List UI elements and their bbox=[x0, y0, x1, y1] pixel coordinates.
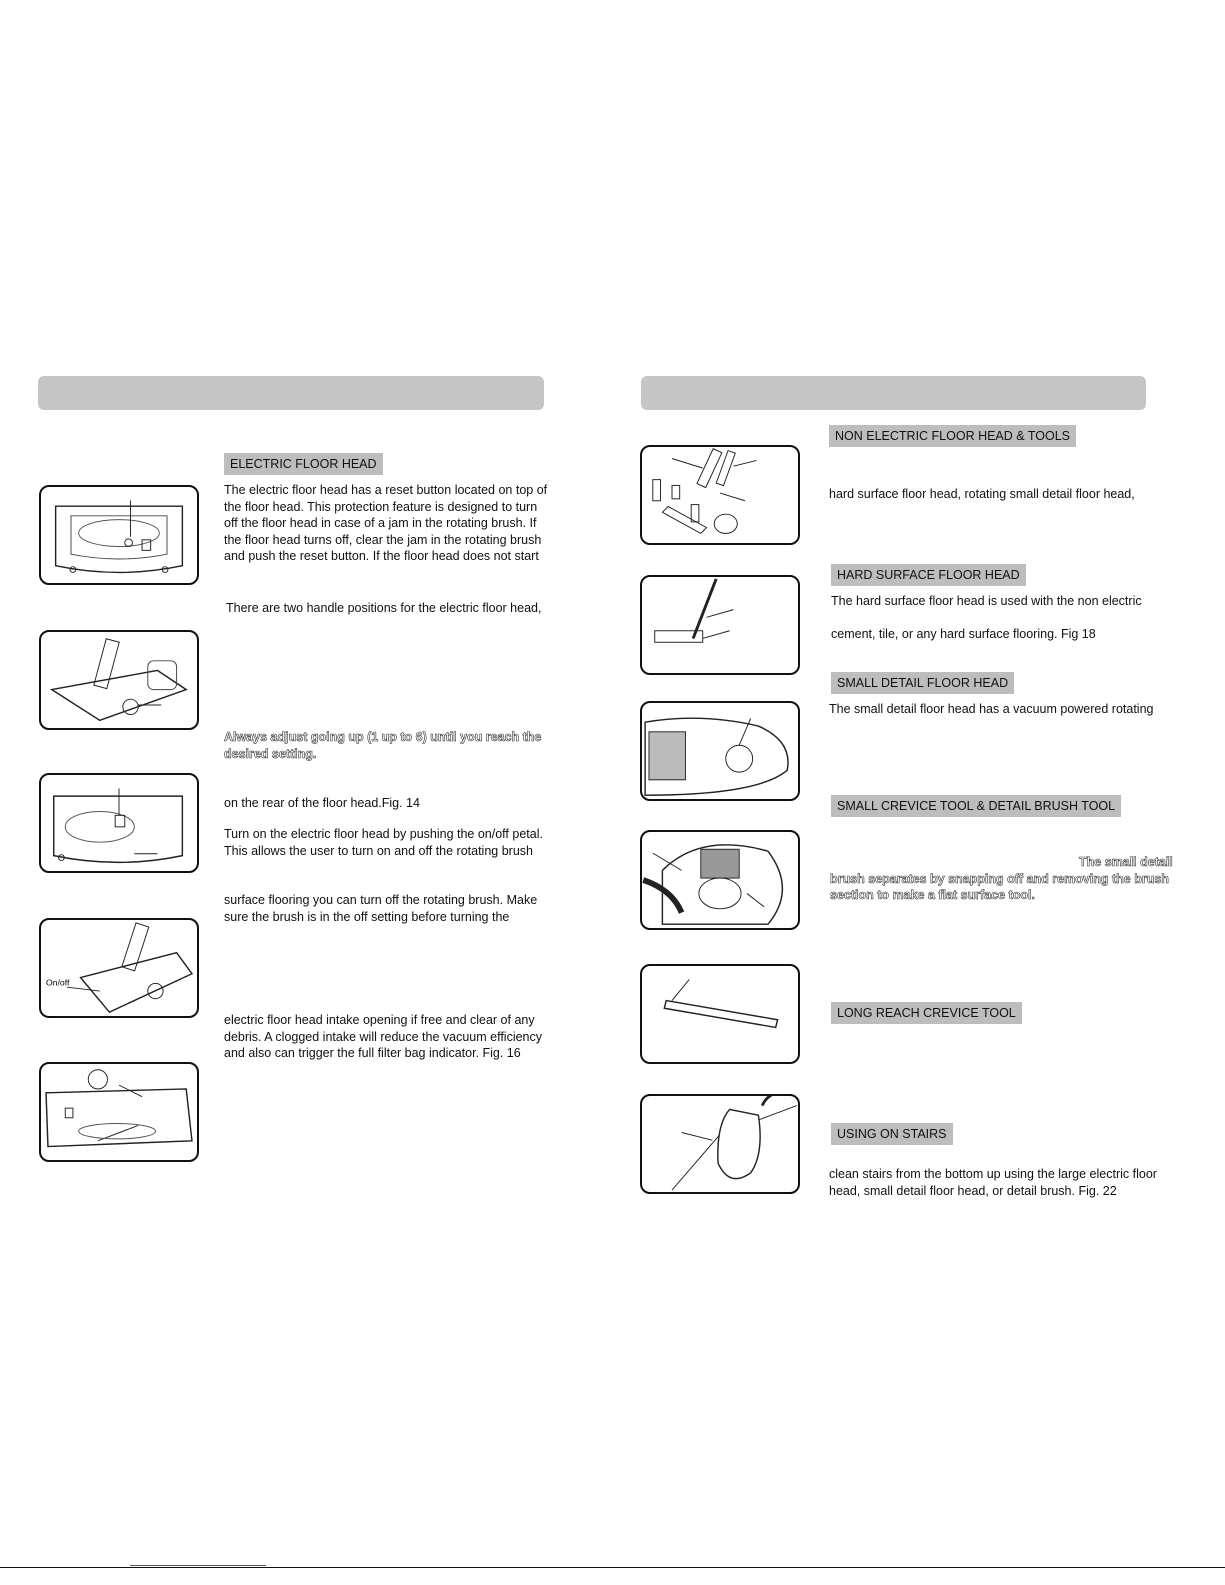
detail-brush-note bbox=[830, 854, 1173, 904]
crevice-detail-illustration bbox=[642, 832, 798, 928]
figure-long-reach bbox=[640, 964, 800, 1064]
figure-small-detail bbox=[640, 701, 800, 801]
small-detail-text: The small detail floor head has a vacuum powered rotating bbox=[829, 702, 1154, 716]
figure-hard-surface bbox=[640, 575, 800, 675]
floor-head-handle-illustration bbox=[41, 632, 197, 728]
text-line: desired setting. bbox=[224, 746, 317, 761]
figure-intake-opening bbox=[39, 1062, 199, 1162]
left-header-bar bbox=[38, 376, 544, 410]
rear-floor-head-text: on the rear of the floor head.Fig. 14 bbox=[224, 796, 420, 810]
bottom-link-underline bbox=[130, 1565, 266, 1566]
text-line: This allows the user to turn on and off the rotating brush bbox=[224, 843, 533, 858]
text-line: cement, tile, or any hard surface flooring. Fig 18 bbox=[831, 626, 1096, 641]
floor-head-onoff-illustration bbox=[41, 920, 197, 1016]
non-electric-text: hard surface floor head, rotating small detail floor head, bbox=[829, 487, 1135, 501]
intake-opening-paragraph bbox=[224, 1012, 542, 1062]
text-line: The electric floor head has a reset button located on top of bbox=[224, 483, 548, 497]
text-line: and also can trigger the full filter bag indicator. Fig. 16 bbox=[224, 1046, 521, 1060]
small-detail-heading: SMALL DETAIL FLOOR HEAD bbox=[831, 672, 1014, 694]
text-line: clean stairs from the bottom up using the large electric floor bbox=[829, 1167, 1157, 1181]
adjust-setting-note bbox=[224, 729, 541, 762]
text-line: The small detail bbox=[1079, 855, 1173, 869]
non-electric-heading: NON ELECTRIC FLOOR HEAD & TOOLS bbox=[829, 425, 1076, 447]
text-line: off the floor head in case of a jam in the rotating brush. If bbox=[224, 516, 537, 530]
handle-positions-text: There are two handle positions for the electric floor head, bbox=[226, 601, 542, 615]
figure-handle-positions bbox=[39, 630, 199, 730]
on-off-petal-paragraph bbox=[224, 826, 543, 859]
text-line: electric floor head intake opening if free and clear of any bbox=[224, 1013, 535, 1027]
text-line: Turn on the electric floor head by pushing the on/off petal. bbox=[224, 827, 543, 841]
figure-rear-floor-head bbox=[39, 773, 199, 873]
stairs-paragraph bbox=[829, 1166, 1157, 1199]
electric-floor-head-heading: ELECTRIC FLOOR HEAD bbox=[224, 453, 383, 475]
text-line: head, small detail floor head, or detail brush. Fig. 22 bbox=[829, 1183, 1117, 1198]
floor-head-rear-illustration bbox=[41, 775, 197, 871]
text-line: the floor head. This protection feature is designed to turn bbox=[224, 499, 538, 514]
hard-surface-illustration bbox=[642, 577, 798, 673]
stairs-illustration bbox=[642, 1096, 798, 1192]
turn-off-brush-paragraph bbox=[224, 892, 537, 925]
crevice-detail-heading: SMALL CREVICE TOOL & DETAIL BRUSH TOOL bbox=[831, 795, 1121, 817]
floor-head-intake-illustration bbox=[41, 1064, 197, 1160]
text-line: surface flooring you can turn off the rotating brush. Make bbox=[224, 893, 538, 907]
figure-on-off-petal bbox=[39, 918, 199, 1018]
text-line: the floor head turns off, clear the jam in the rotating brush bbox=[224, 532, 542, 547]
text-line: sure the brush is in the off setting before turning the bbox=[224, 909, 510, 924]
long-reach-illustration bbox=[642, 966, 798, 1062]
hard-surface-paragraph bbox=[831, 593, 1142, 642]
hard-surface-heading: HARD SURFACE FLOOR HEAD bbox=[831, 564, 1026, 586]
text-line: The hard surface floor head is used with the non electric bbox=[831, 594, 1142, 608]
stairs-heading: USING ON STAIRS bbox=[831, 1123, 953, 1145]
figure-crevice-detail bbox=[640, 830, 800, 930]
right-header-bar bbox=[641, 376, 1146, 410]
bottom-rule bbox=[0, 1567, 1225, 1568]
on-off-label: On/off bbox=[46, 977, 70, 988]
text-line: debris. A clogged intake will reduce the vacuum efficiency bbox=[224, 1029, 543, 1044]
text-line: brush separates by snapping off and removing the brush bbox=[830, 871, 1169, 886]
reset-button-paragraph bbox=[224, 482, 547, 565]
figure-stairs bbox=[640, 1094, 800, 1194]
small-detail-illustration bbox=[642, 703, 798, 799]
tools-overview-illustration bbox=[642, 447, 798, 543]
text-line: and push the reset button. If the floor head does not start bbox=[224, 549, 539, 563]
text-line: Always adjust going up (1 up to 6) until you reach the bbox=[224, 730, 542, 744]
text-line: section to make a flat surface tool. bbox=[830, 888, 1035, 902]
figure-tools-overview bbox=[640, 445, 800, 545]
figure-reset-button bbox=[39, 485, 199, 585]
floor-head-top-illustration bbox=[41, 487, 197, 583]
long-reach-heading: LONG REACH CREVICE TOOL bbox=[831, 1002, 1022, 1024]
